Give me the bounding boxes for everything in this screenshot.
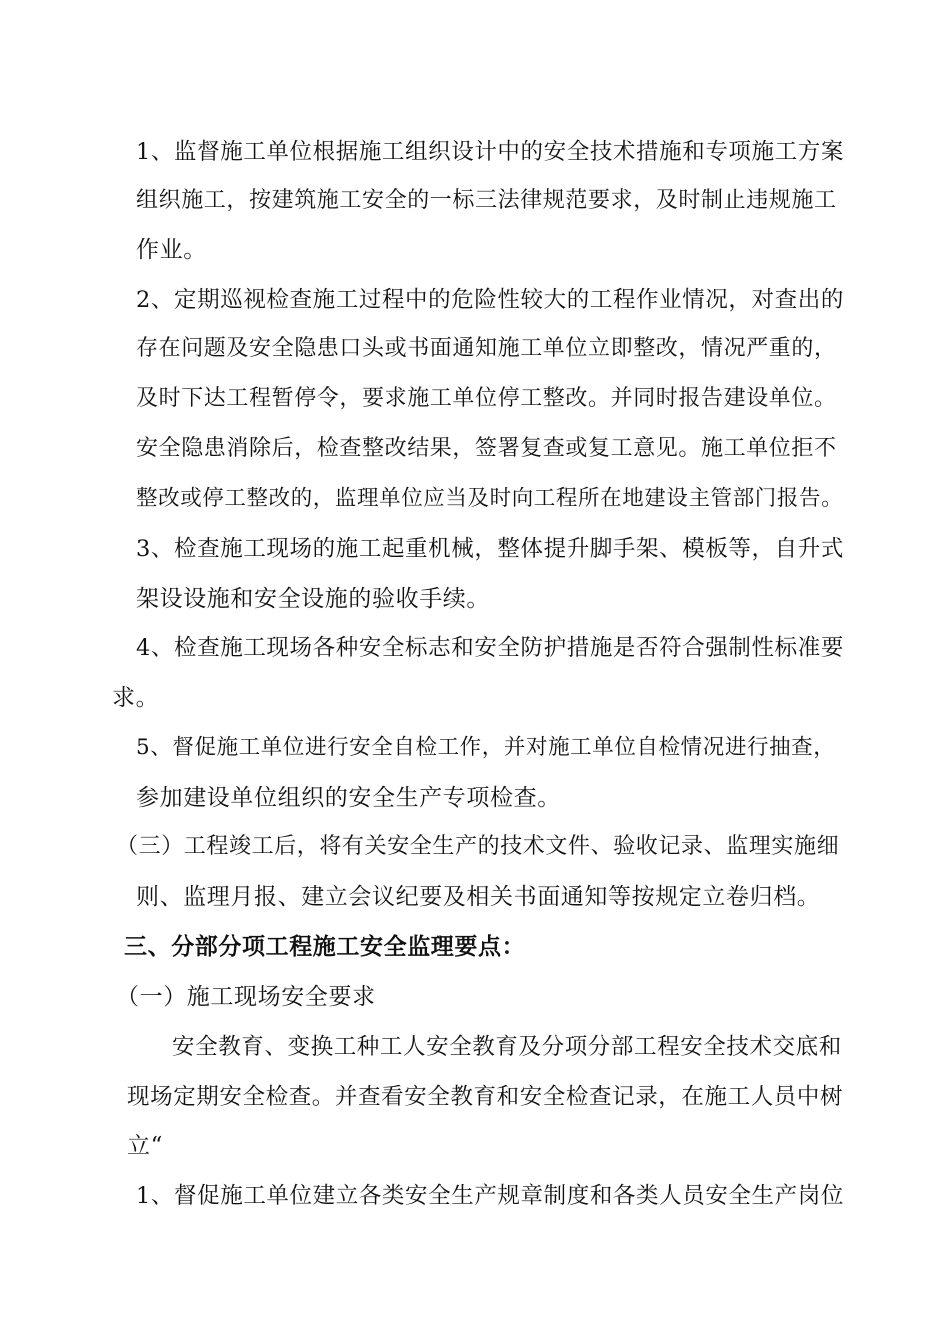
text-line: 现场定期安全检查。并查看安全教育和安全检查记录，在施工人员中树 [127,1084,844,1110]
text-line: 立“ [127,1133,163,1159]
section-heading: 三、分部分项工程施工安全监理要点： [124,934,526,960]
text-line: 架设设施和安全设施的验收手续。 [136,586,490,612]
text-line: 整改或停工整改的，监理单位应当及时向工程所在地建设主管部门报告。 [136,486,844,511]
text-line: 安全隐患消除后，检查整改结果，签署复查或复工意见。施工单位拒不 [136,436,837,461]
text-line: 4、检查施工现场各种安全标志和安全防护措施是否符合强制性标准要 [136,635,844,661]
text-line: 存在问题及安全隐患口头或书面通知施工单位立即整改，情况严重的， [136,336,837,361]
subsection-heading: （一）施工现场安全要求 [116,984,376,1010]
text-line: 5、督促施工单位进行安全自检工作，并对施工单位自检情况进行抽查， [136,735,836,760]
text-line: 组织施工，按建筑施工安全的一标三法律规范要求，及时制止违规施工 [136,188,837,213]
text-line: 1、监督施工单位根据施工组织设计中的安全技术措施和专项施工方案 [136,139,844,165]
text-line: （三）工程竣工后，将有关安全生产的技术文件、验收记录、监理实施细 [116,834,840,859]
text-line: 2、定期巡视检查施工过程中的危险性较大的工程作业情况，对查出的 [136,287,844,313]
text-line: 安全教育、变换工种工人安全教育及分项分部工程安全技术交底和 [172,1034,842,1060]
text-line: 则、监理月报、建立会议纪要及相关书面通知等按规定立卷归档。 [136,884,821,910]
text-line: 求。 [112,685,160,711]
text-line: 参加建设单位组织的安全生产专项检查。 [136,785,561,811]
text-line: 1、督促施工单位建立各类安全生产规章制度和各类人员安全生产岗位 [136,1183,844,1209]
text-line: 及时下达工程暂停令，要求施工单位停工整改。并同时报告建设单位。 [136,386,837,411]
text-line: 3、检查施工现场的施工起重机械，整体提升脚手架、模板等，自升式 [136,536,844,562]
text-line: 作业。 [136,237,207,263]
